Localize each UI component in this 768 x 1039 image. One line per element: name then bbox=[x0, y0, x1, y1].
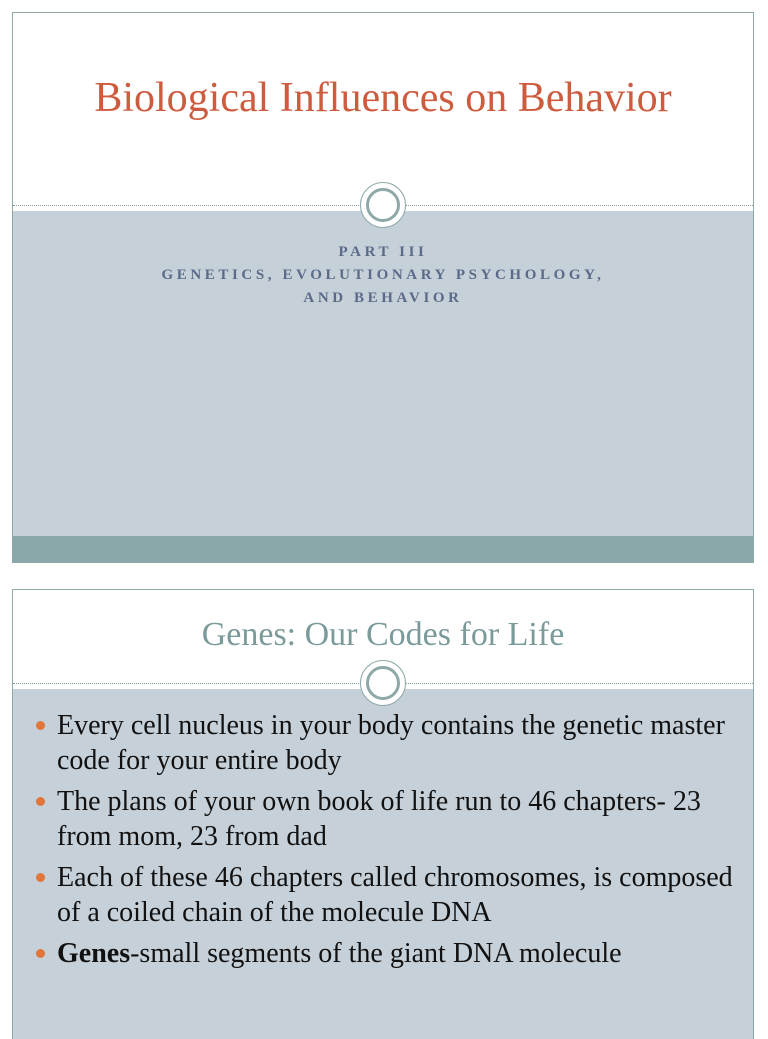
slide-title bbox=[12, 12, 754, 563]
bullet-text: Each of these 46 chapters called chromosomes, is composed of a coiled chain of the molecule DNA bbox=[57, 862, 733, 928]
bullet-icon bbox=[36, 873, 45, 882]
title-area bbox=[13, 13, 753, 205]
subtitle-line: PART III bbox=[338, 244, 428, 260]
slide-subtitle bbox=[43, 241, 723, 310]
bullet-icon bbox=[36, 797, 45, 806]
ring-ornament-icon bbox=[360, 660, 406, 706]
list-item bbox=[33, 936, 733, 971]
footer-band bbox=[13, 536, 753, 562]
bullet-icon bbox=[36, 721, 45, 730]
slide-genes bbox=[12, 589, 754, 1039]
bullet-icon bbox=[36, 949, 45, 958]
list-item bbox=[33, 784, 733, 854]
subtitle-line: AND BEHAVIOR bbox=[303, 290, 463, 306]
slide-title-text: Biological Influences on Behavior bbox=[94, 75, 672, 121]
bullet-text: The plans of your own book of life run to 46 chapters- 23 from mom, 23 from dad bbox=[57, 786, 701, 852]
bullet-term: Genes bbox=[57, 938, 131, 969]
list-item bbox=[33, 860, 733, 930]
subtitle-line: GENETICS, EVOLUTIONARY PSYCHOLOGY, bbox=[161, 267, 605, 283]
bullet-list bbox=[33, 708, 733, 977]
bullet-text: Every cell nucleus in your body contains the genetic master code for your entire body bbox=[57, 710, 725, 776]
bullet-text: -small segments of the giant DNA molecule bbox=[130, 938, 622, 969]
ring-ornament-icon bbox=[360, 182, 406, 228]
slide-title-text: Genes: Our Codes for Life bbox=[201, 616, 565, 653]
list-item bbox=[33, 708, 733, 778]
